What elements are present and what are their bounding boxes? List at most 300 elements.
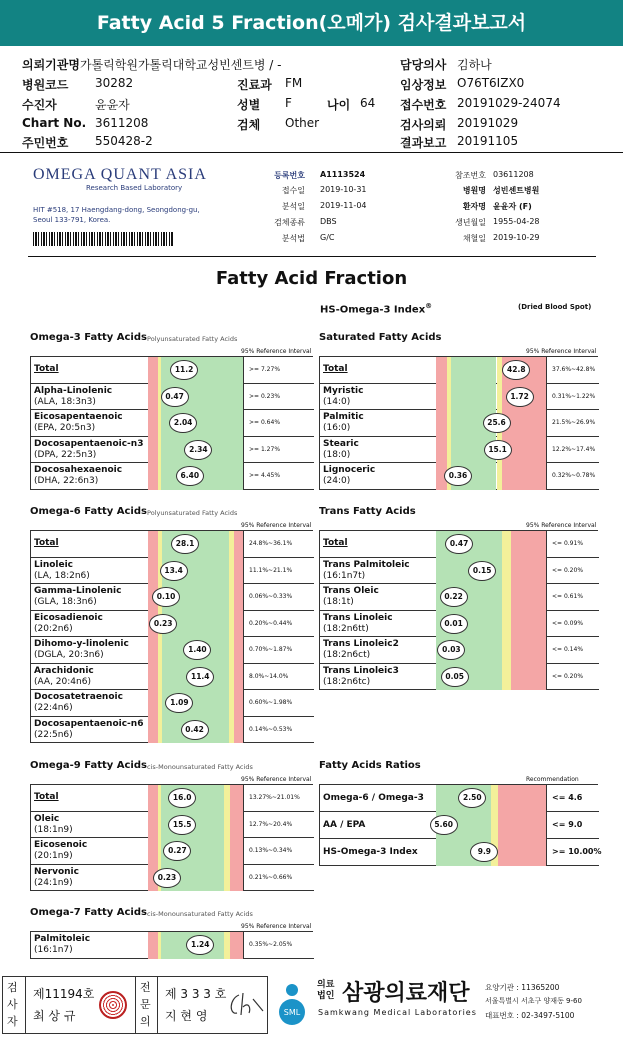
fatty-acid-name: AA / EPA	[323, 820, 366, 830]
barcode-icon	[33, 232, 173, 246]
range-bar	[436, 558, 546, 585]
row-name	[323, 538, 348, 549]
table-row	[31, 717, 314, 744]
examiner-label: 검사자	[7, 981, 18, 1028]
omega3-subtitle: Polyunsaturated Fatty Acids	[147, 335, 238, 343]
result-marker: 28.1	[171, 534, 199, 554]
range-zone	[234, 611, 244, 638]
method-value: G/C	[320, 233, 335, 242]
fatty-acid-name: Trans Palmitoleic	[323, 559, 410, 570]
result-marker: 5.60	[430, 815, 458, 835]
table-row	[31, 664, 314, 691]
table-row	[320, 611, 599, 638]
reg-no-value: A1113524	[320, 170, 366, 179]
range-bar	[436, 384, 546, 411]
specimen-type-label: 검체종류	[274, 218, 305, 227]
table-row	[31, 838, 314, 865]
examiner-name: 최 상 규	[33, 1009, 76, 1023]
result-marker: 16.0	[168, 788, 196, 808]
row-name	[323, 439, 359, 461]
fatty-acid-code: (20:2n6)	[34, 623, 73, 634]
chart-value: 3611208	[95, 116, 149, 130]
divider	[28, 256, 596, 257]
result-marker: 0.05	[441, 667, 469, 687]
fatty-acid-code: (18:2n6tc)	[323, 676, 371, 687]
fatty-acid-name: Oleic	[34, 813, 60, 824]
result-marker: 0.22	[440, 587, 468, 607]
fatty-acid-code: (EPA, 20:5n3)	[34, 423, 96, 433]
range-zone	[491, 785, 498, 812]
fatty-acid-name: Palmitoleic	[34, 934, 91, 944]
result-marker: 42.8	[502, 360, 530, 380]
row-name	[34, 613, 103, 635]
table-row	[320, 637, 599, 664]
row-name	[34, 692, 123, 714]
range-zone	[148, 531, 158, 558]
row-name	[34, 792, 59, 803]
fatty-acid-name: Myristic	[323, 385, 364, 396]
row-name	[34, 867, 79, 889]
omega7-title: Omega-7 Fatty Acids	[30, 907, 147, 918]
row-name	[34, 666, 94, 688]
hospital-name-label: 병원명	[462, 186, 486, 195]
reference-value: 0.60%~1.98%	[249, 699, 293, 706]
row-name	[34, 412, 123, 434]
range-bar	[436, 357, 546, 384]
result-marker: 25.6	[483, 413, 511, 433]
org-address: 서울특별시 서초구 양재동 9-60	[485, 997, 582, 1005]
table-row	[320, 531, 599, 558]
ref-no-label: 참조번호	[455, 171, 486, 180]
row-name	[34, 639, 129, 661]
range-zone	[148, 463, 158, 490]
row-name	[34, 439, 143, 461]
range-zone	[148, 838, 158, 865]
fatty-acid-name: Nervonic	[34, 866, 79, 877]
reference-value: <= 0.91%	[552, 540, 584, 547]
result-marker: 0.23	[153, 868, 181, 888]
sml-logo-icon	[272, 980, 312, 1028]
table-row	[31, 437, 314, 464]
reference-interval-header: 95% Reference Interval	[526, 522, 597, 529]
reference-value: >= 10.00%	[552, 847, 602, 856]
range-bar	[436, 584, 546, 611]
fatty-acid-name: Trans Linoleic2	[323, 639, 399, 649]
fatty-acid-name: Lignoceric	[323, 465, 376, 475]
row-name	[323, 793, 424, 804]
range-bar	[148, 558, 243, 585]
fatty-acid-name: Total	[323, 538, 348, 548]
fatty-acid-name: Eicosenoic	[34, 840, 88, 850]
reference-interval-header: 95% Reference Interval	[526, 348, 597, 355]
range-bar	[148, 717, 243, 744]
table-row	[31, 410, 314, 437]
table-row	[320, 558, 599, 585]
analysis-date-label: 분석일	[281, 202, 305, 211]
row-name	[323, 465, 375, 487]
result-marker: 6.40	[176, 466, 204, 486]
row-name	[34, 364, 59, 375]
table-row	[320, 664, 599, 691]
hospital-code-value: 30282	[95, 76, 134, 90]
reference-value: 0.70%~1.87%	[249, 646, 293, 653]
fatty-acid-name: Docosapentaenoic-n3	[34, 438, 144, 449]
omega3-title: Omega-3 Fatty Acids	[30, 332, 147, 343]
range-zone	[148, 357, 158, 384]
table-row	[31, 384, 314, 411]
fatty-acid-code: (LA, 18:2n6)	[34, 570, 90, 581]
reference-value: 0.20%~0.44%	[249, 619, 293, 627]
range-zone	[451, 384, 496, 411]
omega3-table	[30, 356, 313, 490]
range-bar	[436, 785, 546, 812]
reference-value: 8.0%~14.0%	[249, 672, 289, 680]
draw-date-label: 채혈일	[462, 234, 486, 243]
range-zone	[230, 838, 243, 865]
request-label: 검사의뢰	[400, 118, 447, 132]
range-zone	[511, 531, 546, 558]
table-row	[31, 690, 314, 717]
reference-value: >= 0.64%	[249, 419, 281, 426]
reg-no-label: 등록번호	[274, 171, 305, 180]
range-zone	[511, 611, 546, 638]
fatty-acid-name: Stearic	[323, 438, 359, 449]
doctor-value: 김하나	[457, 58, 492, 72]
divider	[0, 152, 623, 153]
table-row	[31, 463, 314, 490]
reference-value: <= 0.09%	[552, 619, 584, 627]
result-marker: 0.42	[181, 720, 209, 740]
fatty-acid-name: Total	[34, 538, 59, 548]
range-bar	[436, 410, 546, 437]
range-zone	[148, 932, 158, 959]
report-title: Fatty Acid 5 Fraction(오메가) 검사결과보고서	[0, 0, 623, 46]
fatty-acid-code: (24:0)	[323, 476, 351, 486]
range-zone	[502, 611, 511, 638]
clinical-id-value: O76T6IZX0	[457, 76, 525, 90]
omega9-table	[30, 784, 313, 891]
result-marker: 2.50	[458, 788, 486, 808]
age-value: 64	[360, 96, 376, 110]
seal-icon	[99, 991, 127, 1019]
table-row	[31, 812, 314, 839]
fatty-acid-name: Total	[34, 364, 59, 374]
specimen-type-value: DBS	[320, 217, 337, 226]
reference-interval-header: 95% Reference Interval	[241, 776, 312, 783]
reference-value: >= 0.23%	[249, 392, 281, 400]
range-bar	[148, 812, 243, 839]
omega6-table	[30, 530, 313, 743]
range-zone	[498, 785, 546, 812]
range-zone	[498, 839, 546, 866]
draw-date-value: 2019-10-29	[493, 233, 540, 242]
fatty-acid-code: (20:1n9)	[34, 851, 73, 861]
fatty-acid-code: (ALA, 18:3n3)	[34, 396, 96, 407]
table-row	[320, 785, 599, 812]
hs-omega3-index-title: HS-Omega-3 Index®	[320, 302, 433, 316]
row-name	[323, 847, 418, 858]
range-zone	[502, 584, 511, 611]
result-marker: 1.24	[186, 935, 214, 955]
table-row	[320, 812, 599, 839]
table-row	[320, 384, 599, 411]
chart-label: Chart No.	[22, 116, 87, 130]
reference-value: <= 0.20%	[552, 672, 584, 680]
omega6-subtitle: Polyunsaturated Fatty Acids	[147, 509, 238, 517]
fatty-acid-name: Palmitic	[323, 412, 364, 422]
fatty-acid-code: (14:0)	[323, 396, 351, 407]
patient-name-value: 윤윤자	[95, 98, 130, 112]
fatty-acid-name: Docosahexaenoic	[34, 465, 123, 475]
fatty-acid-name: Dihomo-y-linolenic	[34, 639, 129, 649]
hospital-name-value: 성빈센트병원	[493, 186, 540, 195]
sex-label: 성별	[237, 98, 261, 112]
result-marker: 1.40	[183, 640, 211, 660]
trans-table	[319, 530, 598, 690]
range-zone	[436, 437, 447, 464]
range-zone	[234, 584, 244, 611]
fatty-acid-code: (16:0)	[323, 423, 351, 433]
result-marker: 0.36	[444, 466, 472, 486]
range-zone	[148, 384, 158, 411]
fatty-acid-code: (18:1n9)	[34, 824, 73, 835]
org-prefix: 의료법인	[317, 980, 335, 1001]
fatty-acid-name: Total	[34, 792, 59, 802]
ref-no-value: 03611208	[493, 170, 534, 179]
result-marker: 0.03	[437, 640, 465, 660]
fatty-acid-name: Alpha-Linolenic	[34, 385, 113, 396]
fatty-acid-name: Trans Linoleic	[323, 612, 393, 623]
report-date-value: 20191105	[457, 134, 519, 148]
birth-value: 1955-04-28	[493, 217, 540, 226]
dept-value: FM	[285, 76, 303, 90]
omega9-title: Omega-9 Fatty Acids	[30, 760, 147, 771]
reference-value: 0.32%~0.78%	[552, 472, 596, 479]
range-bar	[148, 384, 243, 411]
range-bar	[148, 611, 243, 638]
range-zone	[230, 812, 243, 839]
receipt-date-label: 접수일	[281, 186, 305, 195]
reference-value: 0.13%~0.34%	[249, 847, 293, 854]
fatty-acid-code: (22:5n6)	[34, 729, 73, 740]
result-marker: 11.4	[186, 667, 214, 687]
ratios-table	[319, 784, 602, 866]
table-row	[320, 357, 599, 384]
receipt-label: 접수번호	[400, 98, 447, 112]
fatty-acid-name: Eicosapentaenoic	[34, 412, 123, 422]
range-zone	[436, 357, 447, 384]
result-marker: 2.34	[184, 440, 212, 460]
range-bar	[148, 437, 243, 464]
fatty-acid-code: (16:1n7)	[34, 945, 73, 955]
signature-icon	[225, 989, 265, 1019]
fatty-acid-name: Arachidonic	[34, 665, 94, 676]
range-zone	[511, 664, 546, 691]
range-zone	[502, 664, 511, 691]
receipt-value: 20191029-24074	[457, 96, 561, 110]
result-marker: 11.2	[170, 360, 198, 380]
range-bar	[148, 357, 243, 384]
reference-value: >= 1.27%	[249, 445, 281, 453]
range-zone	[230, 865, 243, 892]
fatty-acid-name: Docosatetraenoic	[34, 692, 123, 702]
range-bar	[436, 531, 546, 558]
receipt-date-value: 2019-10-31	[320, 185, 367, 194]
row-name	[34, 465, 122, 487]
range-zone	[234, 717, 244, 744]
range-zone	[502, 463, 546, 490]
row-name	[34, 386, 112, 408]
row-name	[323, 820, 365, 831]
range-bar	[436, 637, 546, 664]
result-marker: 0.47	[161, 387, 189, 407]
row-name	[34, 934, 90, 956]
logo-subtitle: Research Based Laboratory	[86, 184, 183, 192]
result-marker: 9.9	[470, 842, 498, 862]
range-zone	[230, 932, 243, 959]
omega-quant-logo: OMEGA QUANT ASIA	[33, 166, 207, 183]
result-marker: 0.47	[445, 534, 473, 554]
range-zone	[234, 558, 244, 585]
clinical-id-label: 임상정보	[400, 78, 447, 92]
table-row	[31, 865, 314, 892]
reference-value: <= 4.6	[552, 793, 583, 802]
range-bar	[148, 865, 243, 892]
saturated-table	[319, 356, 598, 490]
row-name	[323, 364, 348, 375]
trans-title: Trans Fatty Acids	[319, 506, 416, 517]
table-row	[320, 463, 599, 490]
fatty-acid-name: Eicosadienoic	[34, 612, 103, 623]
lab-address-2: Seoul 133-791, Korea.	[33, 216, 111, 224]
doctor-label: 담당의사	[400, 58, 447, 72]
range-bar	[436, 664, 546, 691]
range-bar	[148, 531, 243, 558]
fatty-acid-code: (18:0)	[323, 449, 351, 460]
fatty-acid-code: (18:1t)	[323, 597, 354, 607]
saturated-title: Saturated Fatty Acids	[319, 332, 442, 343]
range-bar	[436, 437, 546, 464]
specialist-license: 제 3 3 3 호	[165, 987, 227, 1001]
range-zone	[148, 558, 158, 585]
result-marker: 0.01	[440, 614, 468, 634]
row-name	[34, 814, 73, 836]
examiner-license: 제11194호	[33, 987, 95, 1001]
row-name	[323, 613, 393, 635]
range-zone	[148, 410, 158, 437]
result-marker: 1.72	[506, 387, 534, 407]
reference-interval-header: 95% Reference Interval	[241, 923, 312, 930]
row-name	[323, 386, 363, 408]
fatty-acid-code: (24:1n9)	[34, 877, 73, 888]
reference-value: 21.5%~26.9%	[552, 419, 596, 426]
fatty-acid-name: Trans Oleic	[323, 586, 379, 596]
table-row	[31, 785, 314, 812]
range-zone	[148, 812, 158, 839]
range-zone	[451, 357, 496, 384]
reference-value: <= 0.14%	[552, 646, 584, 653]
reference-interval-header: 95% Reference Interval	[241, 348, 312, 355]
row-name	[323, 412, 364, 434]
fatty-acid-name: HS-Omega-3 Index	[323, 847, 418, 857]
range-zone	[148, 690, 158, 717]
row-name	[323, 639, 399, 661]
range-zone	[148, 437, 158, 464]
birth-label: 생년월일	[455, 218, 486, 227]
range-bar	[148, 410, 243, 437]
range-bar	[148, 838, 243, 865]
specialist-label: 전문의	[140, 981, 151, 1028]
range-bar	[436, 839, 546, 866]
omega6-title: Omega-6 Fatty Acids	[30, 506, 147, 517]
patient-label: 환자명	[462, 202, 486, 211]
omega7-table	[30, 931, 313, 959]
result-marker: 1.09	[165, 693, 193, 713]
range-zone	[498, 812, 546, 839]
range-zone	[511, 637, 546, 664]
row-name	[34, 538, 59, 549]
dept-label: 진료과	[237, 78, 272, 92]
reference-value: 24.8%~36.1%	[249, 540, 293, 547]
range-zone	[234, 690, 244, 717]
specimen-note: (Dried Blood Spot)	[518, 303, 592, 311]
fatty-acid-name: Linoleic	[34, 559, 74, 570]
ratios-title: Fatty Acids Ratios	[319, 760, 421, 771]
range-bar	[436, 812, 546, 839]
fatty-acid-fraction-title: Fatty Acid Fraction	[215, 268, 408, 289]
reference-value: 13.27%~21.01%	[249, 794, 300, 801]
table-row	[31, 932, 314, 959]
table-row	[31, 584, 314, 611]
range-bar	[436, 463, 546, 490]
table-row	[320, 437, 599, 464]
table-row	[31, 637, 314, 664]
range-bar	[148, 690, 243, 717]
range-zone	[148, 637, 158, 664]
fatty-acid-name: Omega-6 / Omega-3	[323, 793, 424, 803]
reference-value: 0.31%~1.22%	[552, 392, 596, 400]
omega9-subtitle: cis-Monounsaturated Fatty Acids	[147, 763, 253, 771]
result-marker: 0.27	[163, 841, 191, 861]
table-row	[320, 584, 599, 611]
result-marker: 15.1	[484, 440, 512, 460]
fatty-acid-code: (18:2n6ct)	[323, 650, 371, 660]
resident-label: 주민번호	[22, 136, 69, 150]
reference-value: 37.6%~42.8%	[552, 366, 596, 373]
fatty-acid-code: (AA, 20:4n6)	[34, 676, 91, 687]
range-bar	[148, 664, 243, 691]
table-row	[320, 410, 599, 437]
omega7-subtitle: cis-Monounsaturated Fatty Acids	[147, 910, 253, 918]
reference-value: <= 9.0	[552, 820, 583, 829]
fatty-acid-name: Trans Linoleic3	[323, 665, 399, 676]
range-zone	[234, 664, 244, 691]
fatty-acid-code: (22:4n6)	[34, 703, 73, 713]
recommendation-header: Recommendation	[526, 776, 579, 783]
fatty-acid-code: (18:2n6tt)	[323, 623, 369, 634]
row-name	[323, 560, 410, 582]
row-name	[34, 840, 87, 862]
reference-value: 0.14%~0.53%	[249, 725, 293, 733]
reference-value: >= 4.45%	[249, 472, 281, 479]
reference-interval-header: 95% Reference Interval	[241, 522, 312, 529]
range-bar	[148, 932, 243, 959]
row-name	[34, 586, 121, 608]
report-date-label: 결과보고	[400, 136, 447, 150]
row-name	[34, 560, 90, 582]
patient-name-label: 수진자	[22, 98, 57, 112]
range-zone	[148, 664, 158, 691]
